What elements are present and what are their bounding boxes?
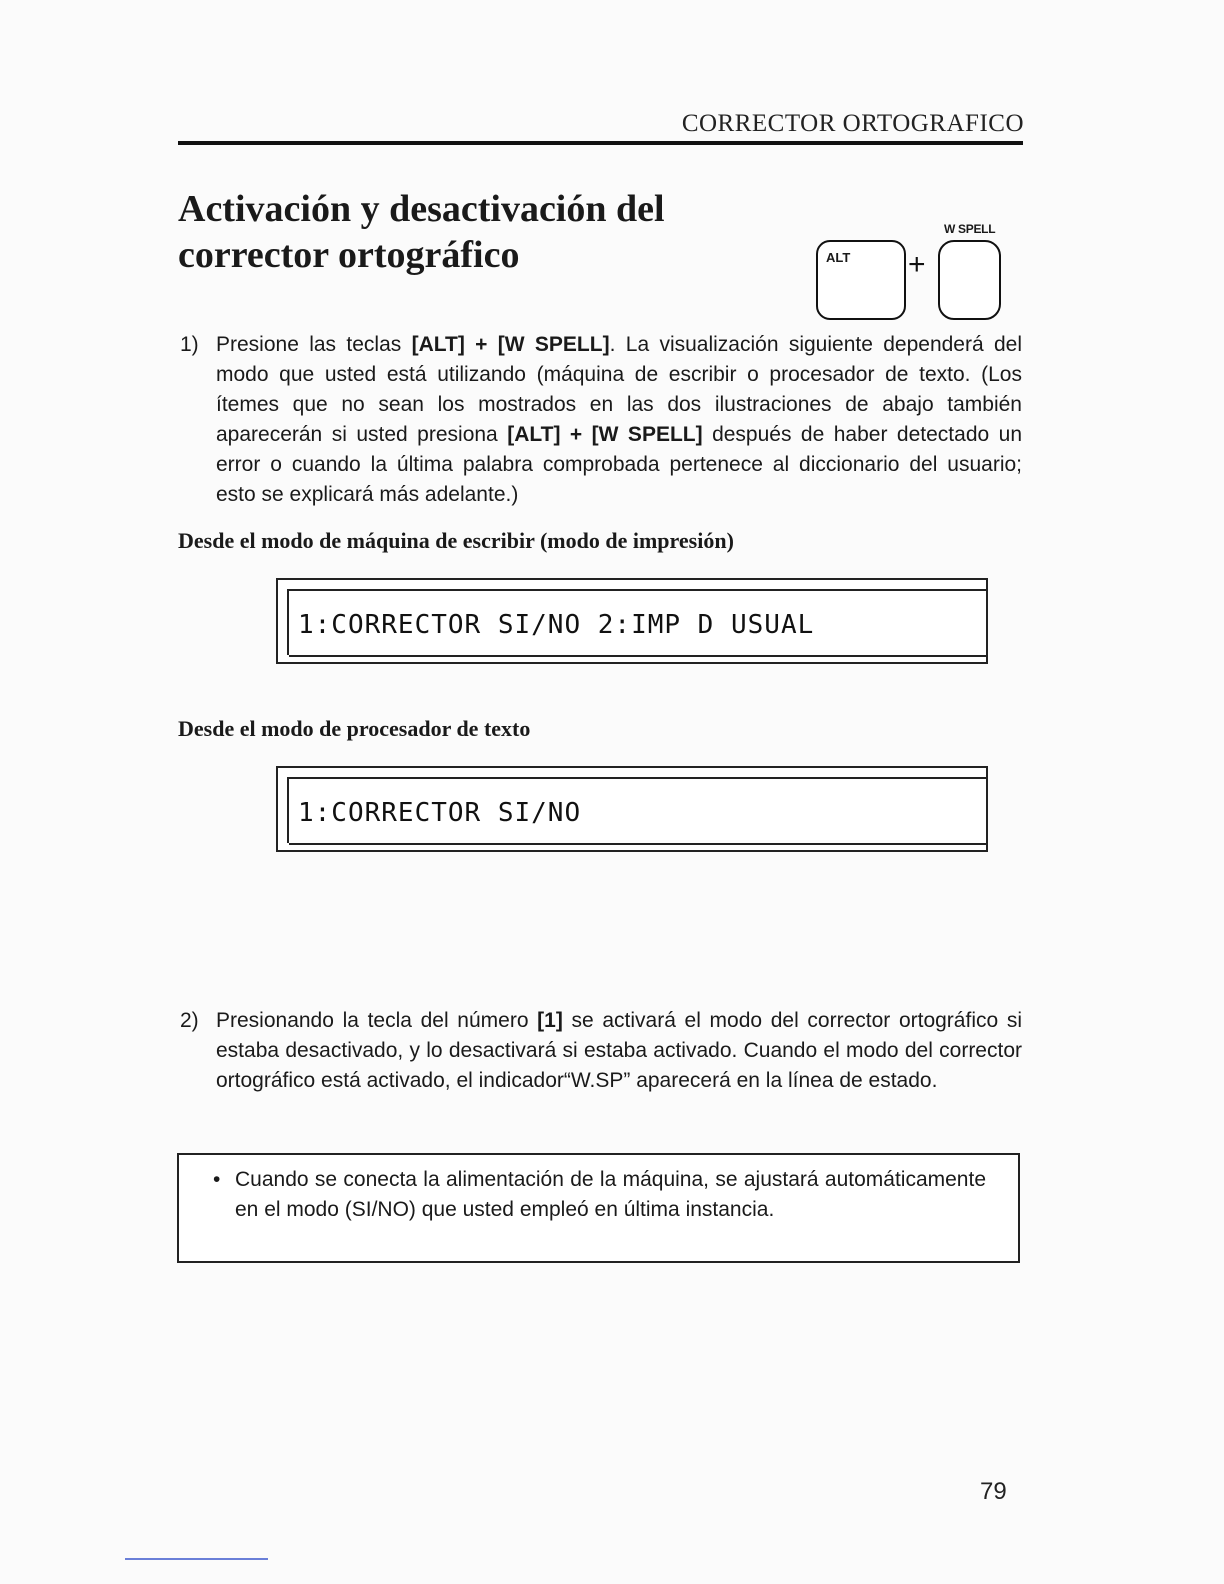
w-spell-key-ref: [W SPELL]: [591, 423, 703, 446]
w-spell-key-label: W SPELL: [944, 222, 996, 236]
page-number: 79: [980, 1478, 1007, 1505]
word-processor-mode-heading: Desde el modo de procesador de texto: [178, 716, 531, 741]
typewriter-display: [276, 578, 988, 664]
step-1: [180, 330, 1022, 510]
note-text: Cuando se conecta la alimentación de la máquina, se ajustará automáticamente en el modo (SI/NO) que usted empleó en última instancia.: [235, 1168, 986, 1221]
step-2-number: 2): [180, 1009, 199, 1032]
plus-sign: +: [908, 248, 926, 281]
note-box: [177, 1153, 1020, 1263]
word-processor-display-text: 1:CORRECTOR SI/NO: [298, 798, 582, 828]
section-title-line-2: corrector ortográfico: [178, 234, 520, 276]
step-1-text: Presione las teclas [ALT] + [W SPELL]. La visualización siguiente dependerá del modo que usted está utilizando (máquina de escribir o procesador de texto. (Los ítemes que no sean los mostrados en las dos ilustraciones de abajo también aparecerán si usted presiona [ALT] + [W SPELL] después de haber detectado un error o cuando la última palabra comprobada pertenece al diccionario del usuario; esto se explicará más adelante.): [216, 333, 1023, 506]
typewriter-mode-heading: Desde el modo de máquina de escribir (modo de impresión): [178, 528, 734, 553]
number-1-key-ref: [1]: [537, 1009, 563, 1032]
running-header: CORRECTOR ORTOGRAFICO: [681, 110, 1024, 137]
word-processor-display: [276, 766, 988, 852]
alt-key-ref: [ALT]: [411, 333, 465, 356]
step-2: [180, 1006, 1022, 1096]
step-2-text: Presionando la tecla del número [1] se activará el modo del corrector ortográfico si estaba desactivado, y lo desactivará si estaba activado. Cuando el modo del corrector ortográfico está activado, el indicador“W.SP” aparecerá en la línea de estado.: [216, 1009, 1022, 1092]
step-1-number: 1): [180, 333, 199, 356]
footer-line: [125, 1558, 268, 1560]
alt-key-ref: [ALT]: [507, 423, 561, 446]
typewriter-display-text: 1:CORRECTOR SI/NO 2:IMP D USUAL: [298, 610, 815, 640]
key-combination: [810, 218, 1010, 318]
alt-key-icon: [816, 240, 906, 320]
header-rule: [178, 141, 1023, 145]
w-spell-key-ref: [W SPELL]: [497, 333, 610, 356]
bullet-icon: •: [213, 1168, 221, 1191]
alt-key-label: ALT: [826, 250, 851, 265]
section-title-line-1: Activación y desactivación del: [178, 188, 665, 230]
section-title: [178, 186, 665, 278]
w-spell-key-icon: [938, 240, 1001, 320]
